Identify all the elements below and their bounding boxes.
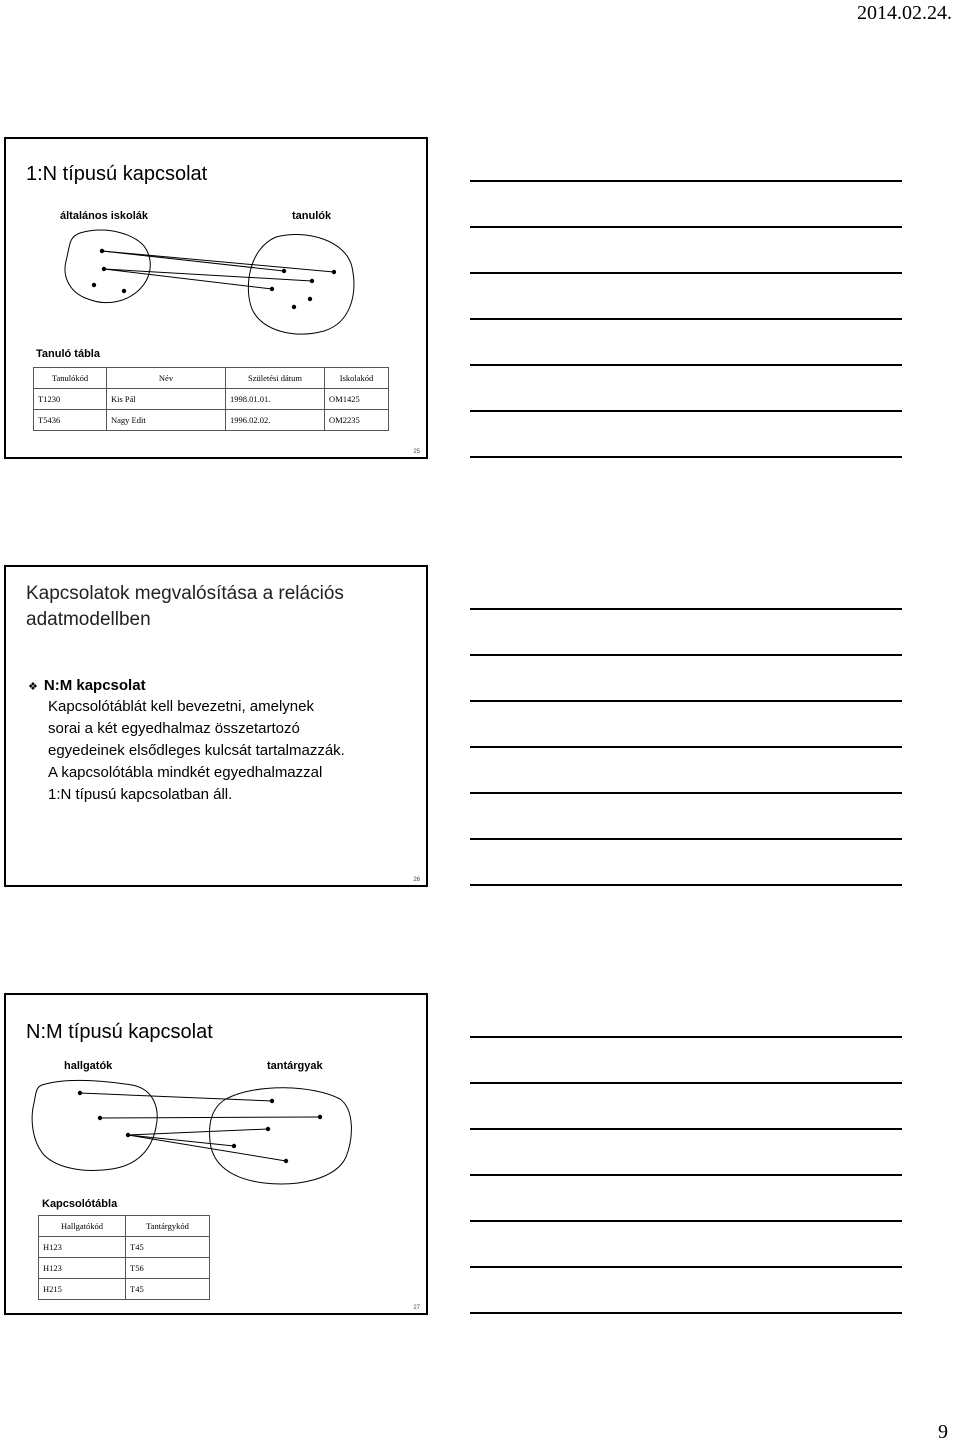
relationship-line bbox=[100, 1117, 320, 1118]
bullet-heading-text: N:M kapcsolat bbox=[43, 677, 146, 694]
right-set-label: tanulók bbox=[292, 210, 332, 222]
header-date: 2014.02.24. bbox=[857, 2, 952, 24]
right-entity-point bbox=[270, 287, 274, 291]
note-line bbox=[470, 608, 902, 610]
column-header: Születési dátum bbox=[226, 368, 325, 389]
entity-relationship-diagram bbox=[28, 1075, 354, 1187]
relationship-line bbox=[128, 1129, 268, 1135]
table-cell: T1230 bbox=[34, 389, 107, 410]
left-entity-point bbox=[122, 289, 126, 293]
entity-points bbox=[78, 1091, 322, 1163]
right-set-label: tantárgyak bbox=[267, 1060, 323, 1072]
note-line bbox=[470, 700, 902, 702]
note-line bbox=[470, 654, 902, 656]
left-set-label: általános iskolák bbox=[60, 210, 149, 222]
note-line bbox=[470, 1174, 902, 1176]
table-cell: T45 bbox=[126, 1237, 210, 1258]
diamond-bullet-icon: ❖ bbox=[28, 681, 38, 693]
junction-table bbox=[38, 1215, 210, 1300]
slide-title: 1:N típusú kapcsolat bbox=[26, 163, 208, 185]
column-header: Tantárgykód bbox=[126, 1216, 210, 1237]
table-header-row bbox=[34, 368, 389, 389]
right-entity-point bbox=[332, 270, 336, 274]
bullet-line: egyedeinek elsődleges kulcsát tartalmazzák. bbox=[48, 742, 345, 759]
bullet-line: sorai a két egyedhalmaz összetartozó bbox=[48, 720, 300, 737]
slide-title: N:M típusú kapcsolat bbox=[26, 1021, 213, 1043]
slide-3 bbox=[4, 993, 428, 1315]
column-header: Tanulókód bbox=[34, 368, 107, 389]
note-line bbox=[470, 410, 902, 412]
note-line bbox=[470, 272, 902, 274]
right-entity-point bbox=[292, 305, 296, 309]
table-cell: H215 bbox=[39, 1279, 126, 1300]
note-line bbox=[470, 746, 902, 748]
left-entity-point bbox=[98, 1116, 102, 1120]
bullet-line: 1:N típusú kapcsolatban áll. bbox=[48, 786, 233, 803]
relationship-line bbox=[102, 251, 334, 272]
left-entity-point bbox=[126, 1133, 130, 1137]
slide-2 bbox=[4, 565, 428, 887]
left-entity-point bbox=[78, 1091, 82, 1095]
note-line bbox=[470, 1220, 902, 1222]
left-entity-point bbox=[92, 283, 96, 287]
note-line bbox=[470, 1312, 902, 1314]
student-table bbox=[33, 367, 389, 431]
right-entity-point bbox=[318, 1115, 322, 1119]
table-cell: H123 bbox=[39, 1258, 126, 1279]
table-caption: Tanuló tábla bbox=[36, 348, 100, 360]
table-row bbox=[39, 1258, 210, 1279]
table-cell: T45 bbox=[126, 1279, 210, 1300]
bullet-line: A kapcsolótábla mindkét egyedhalmazzal bbox=[48, 764, 323, 781]
entity-points bbox=[92, 249, 336, 309]
note-line bbox=[470, 180, 902, 182]
relationship-line bbox=[80, 1093, 272, 1101]
note-line bbox=[470, 1266, 902, 1268]
relationship-line bbox=[104, 269, 272, 289]
left-entity-point bbox=[100, 249, 104, 253]
relationship-lines bbox=[102, 251, 334, 289]
right-entity-point bbox=[284, 1159, 288, 1163]
left-set-label: hallgatók bbox=[64, 1060, 113, 1072]
bullet-heading bbox=[28, 677, 146, 694]
right-entity-set bbox=[248, 235, 354, 334]
table-row bbox=[34, 410, 389, 431]
bullet-body bbox=[48, 696, 418, 806]
entity-relationship-diagram bbox=[58, 227, 358, 345]
note-line bbox=[470, 364, 902, 366]
table-header-row bbox=[39, 1216, 210, 1237]
note-line bbox=[470, 1036, 902, 1038]
slide-1 bbox=[4, 137, 428, 459]
table-row bbox=[39, 1237, 210, 1258]
right-entity-set bbox=[210, 1088, 352, 1184]
relationship-line bbox=[128, 1135, 286, 1161]
table-cell: H123 bbox=[39, 1237, 126, 1258]
right-entity-point bbox=[270, 1099, 274, 1103]
slide-number: 26 bbox=[413, 877, 420, 883]
table-cell: T5436 bbox=[34, 410, 107, 431]
left-entity-set bbox=[65, 230, 150, 302]
slide-title bbox=[26, 581, 344, 633]
slide-number: 25 bbox=[413, 449, 420, 455]
page-number: 9 bbox=[938, 1421, 948, 1443]
table-row bbox=[39, 1279, 210, 1300]
table-cell: T56 bbox=[126, 1258, 210, 1279]
bullet-line: Kapcsolótáblát kell bevezetni, amelynek bbox=[48, 698, 314, 715]
slide-title-line: adatmodellben bbox=[26, 609, 151, 630]
table-cell: 1998.01.01. bbox=[226, 389, 325, 410]
left-entity-point bbox=[102, 267, 106, 271]
right-entity-point bbox=[282, 269, 286, 273]
table-cell: OM2235 bbox=[325, 410, 389, 431]
slide-number: 27 bbox=[413, 1305, 420, 1311]
table-row bbox=[34, 389, 389, 410]
relationship-line bbox=[128, 1135, 234, 1146]
right-entity-point bbox=[310, 279, 314, 283]
right-entity-point bbox=[308, 297, 312, 301]
column-header: Név bbox=[107, 368, 226, 389]
note-line bbox=[470, 1128, 902, 1130]
note-line bbox=[470, 792, 902, 794]
column-header: Iskolakód bbox=[325, 368, 389, 389]
table-caption: Kapcsolótábla bbox=[42, 1198, 118, 1210]
column-header: Hallgatókód bbox=[39, 1216, 126, 1237]
note-line bbox=[470, 226, 902, 228]
note-line bbox=[470, 456, 902, 458]
right-entity-point bbox=[232, 1144, 236, 1148]
note-line bbox=[470, 884, 902, 886]
note-line bbox=[470, 318, 902, 320]
table-cell: Kis Pál bbox=[107, 389, 226, 410]
table-cell: OM1425 bbox=[325, 389, 389, 410]
right-entity-point bbox=[266, 1127, 270, 1131]
relationship-lines bbox=[80, 1093, 320, 1161]
note-line bbox=[470, 838, 902, 840]
table-cell: 1996.02.02. bbox=[226, 410, 325, 431]
slide-title-line: Kapcsolatok megvalósítása a relációs bbox=[26, 583, 344, 604]
note-line bbox=[470, 1082, 902, 1084]
table-cell: Nagy Edit bbox=[107, 410, 226, 431]
